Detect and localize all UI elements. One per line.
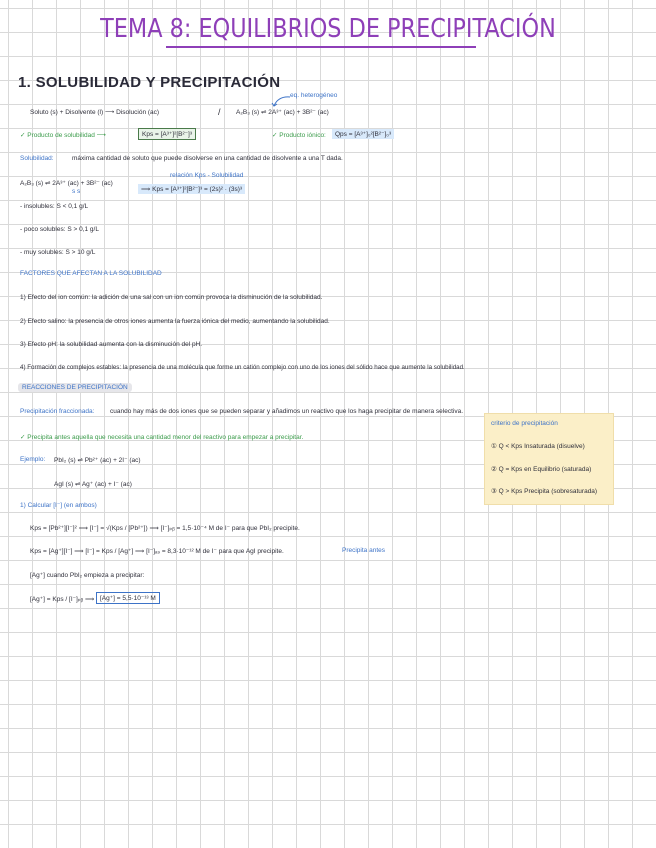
- fractional-precipitation-label: Precipitación fraccionada:: [20, 408, 95, 415]
- calc-iodide-pbi2: Kps = [Pb²⁺][I⁻]² ⟹ [I⁻] = √(Kps / [Pb²⁺]) ⟹ [I⁻]ₚᵦ = 1,5·10⁻⁴ M de I⁻ para que PbI₂ precipite.: [30, 525, 300, 532]
- separator: /: [218, 107, 221, 117]
- example-pbi2-equilibrium: PbI₂ (s) ⇌ Pb²⁺ (ac) + 2I⁻ (ac): [54, 457, 141, 464]
- criterion-unsaturated: ① Q < Kps Insaturada (disuelve): [491, 443, 585, 450]
- calc-iodide-agi: Kps = [Ag⁺][I⁻] ⟹ [I⁻] = Kps / [Ag⁺] ⟹ [I⁻]ₐ₉ = 8,3·10⁻¹² M de I⁻ para que AgI precipite.: [30, 548, 284, 555]
- slightly-soluble-criterion: - poco solubles: S > 0,1 g/L: [20, 226, 99, 233]
- dissolution-equation: Soluto (s) + Disolvente (l) ⟶ Disolución (ac): [30, 109, 160, 116]
- example-agi-equilibrium: AgI (s) ⇌ Ag⁺ (ac) + I⁻ (ac): [54, 481, 132, 488]
- reactions-heading: REACCIONES DE PRECIPITACIÓN: [18, 383, 132, 392]
- example-label: Ejemplo:: [20, 456, 46, 463]
- note-arrow-icon: [270, 94, 292, 108]
- page-title: TEMA 8: EQUILIBRIOS DE PRECIPITACIÓN: [100, 14, 556, 44]
- factor-saline: 2) Efecto salino: la presencia de otros iones aumenta la fuerza iónica del medio, aumentando la solubilidad.: [20, 318, 330, 325]
- precipitation-criteria-box: [484, 413, 614, 505]
- section-heading-solubility: 1. SOLUBILIDAD Y PRECIPITACIÓN: [18, 74, 281, 91]
- ionic-product-label: ✓ Producto iónico:: [272, 132, 326, 139]
- solubility-label: Solubilidad:: [20, 155, 54, 162]
- solubility-s-markers: s s: [72, 188, 81, 195]
- factor-common-ion: 1) Efecto del ion común: la adición de una sal con un ion común provoca la disminución de la solubilidad.: [20, 294, 323, 301]
- precipitates-first-note: Precipita antes: [342, 547, 385, 554]
- solubility-definition: máxima cantidad de soluto que puede disolverse en una cantidad de disolvente a una T dada.: [72, 155, 343, 162]
- heterogeneous-note: eq. heterogéneo: [290, 92, 338, 99]
- factor-ph: 3) Efecto pH: la solubilidad aumenta con la disminución del pH.: [20, 341, 203, 348]
- solubility-equilibrium: A₂B₃ (s) ⇌ 2A³⁺ (ac) + 3B²⁻ (ac): [20, 180, 113, 187]
- criterion-equilibrium: ② Q = Kps en Equilibrio (saturada): [491, 466, 592, 473]
- precipitation-order-note: ✓ Precipita antes aquella que necesita una cantidad menor del reactivo para empezar a precipitar.: [20, 434, 304, 441]
- calc-step-label: 1) Calcular [I⁻] (en ambos): [20, 502, 97, 509]
- ksp-solubility-note: relación Kps - Solubilidad: [170, 172, 244, 179]
- factor-complexes: 4) Formación de complejos estables: la presencia de una molécula que forme un catión complejo con uno de los iones del sólido hace que aumente la solubilidad.: [20, 364, 465, 371]
- qps-expression: Qps = [A³⁺]₀²[B²⁻]₀³: [332, 129, 394, 139]
- silver-concentration-result: [Ag⁺] = 5,5·10⁻¹³ M: [96, 592, 160, 604]
- criteria-heading: criterio de precipitación: [491, 420, 558, 427]
- fractional-precipitation-definition: cuando hay más de dos iones que se pueden separar y añadimos un reactivo que los haga precipitar de manera selectiva.: [110, 408, 464, 415]
- factors-heading: FACTORES QUE AFECTAN A LA SOLUBILIDAD: [20, 270, 162, 277]
- criterion-precipitates: ③ Q > Kps Precipita (sobresaturada): [491, 488, 598, 495]
- ionic-equilibrium-equation: A₂B₃ (s) ⇌ 2A³⁺ (ac) + 3B²⁻ (ac): [236, 109, 329, 116]
- ksp-solubility-relation: ⟹ Kps = [A³⁺]²[B²⁻]³ = (2s)² · (3s)³: [138, 184, 245, 194]
- insoluble-criterion: - insolubles: S < 0,1 g/L: [20, 203, 89, 210]
- silver-concentration-label: [Ag⁺] cuando PbI₂ empieza a precipitar:: [30, 572, 145, 579]
- title-underline: [166, 46, 476, 48]
- solubility-product-label: ✓ Producto de solubilidad ⟶: [20, 132, 106, 139]
- ksp-expression-box: Kps = [A³⁺]²[B²⁻]³: [138, 128, 196, 140]
- silver-concentration-formula: [Ag⁺] = Kps / [I⁻]ₚᵦ ⟹: [30, 596, 95, 603]
- very-soluble-criterion: - muy solubles: S > 10 g/L: [20, 249, 96, 256]
